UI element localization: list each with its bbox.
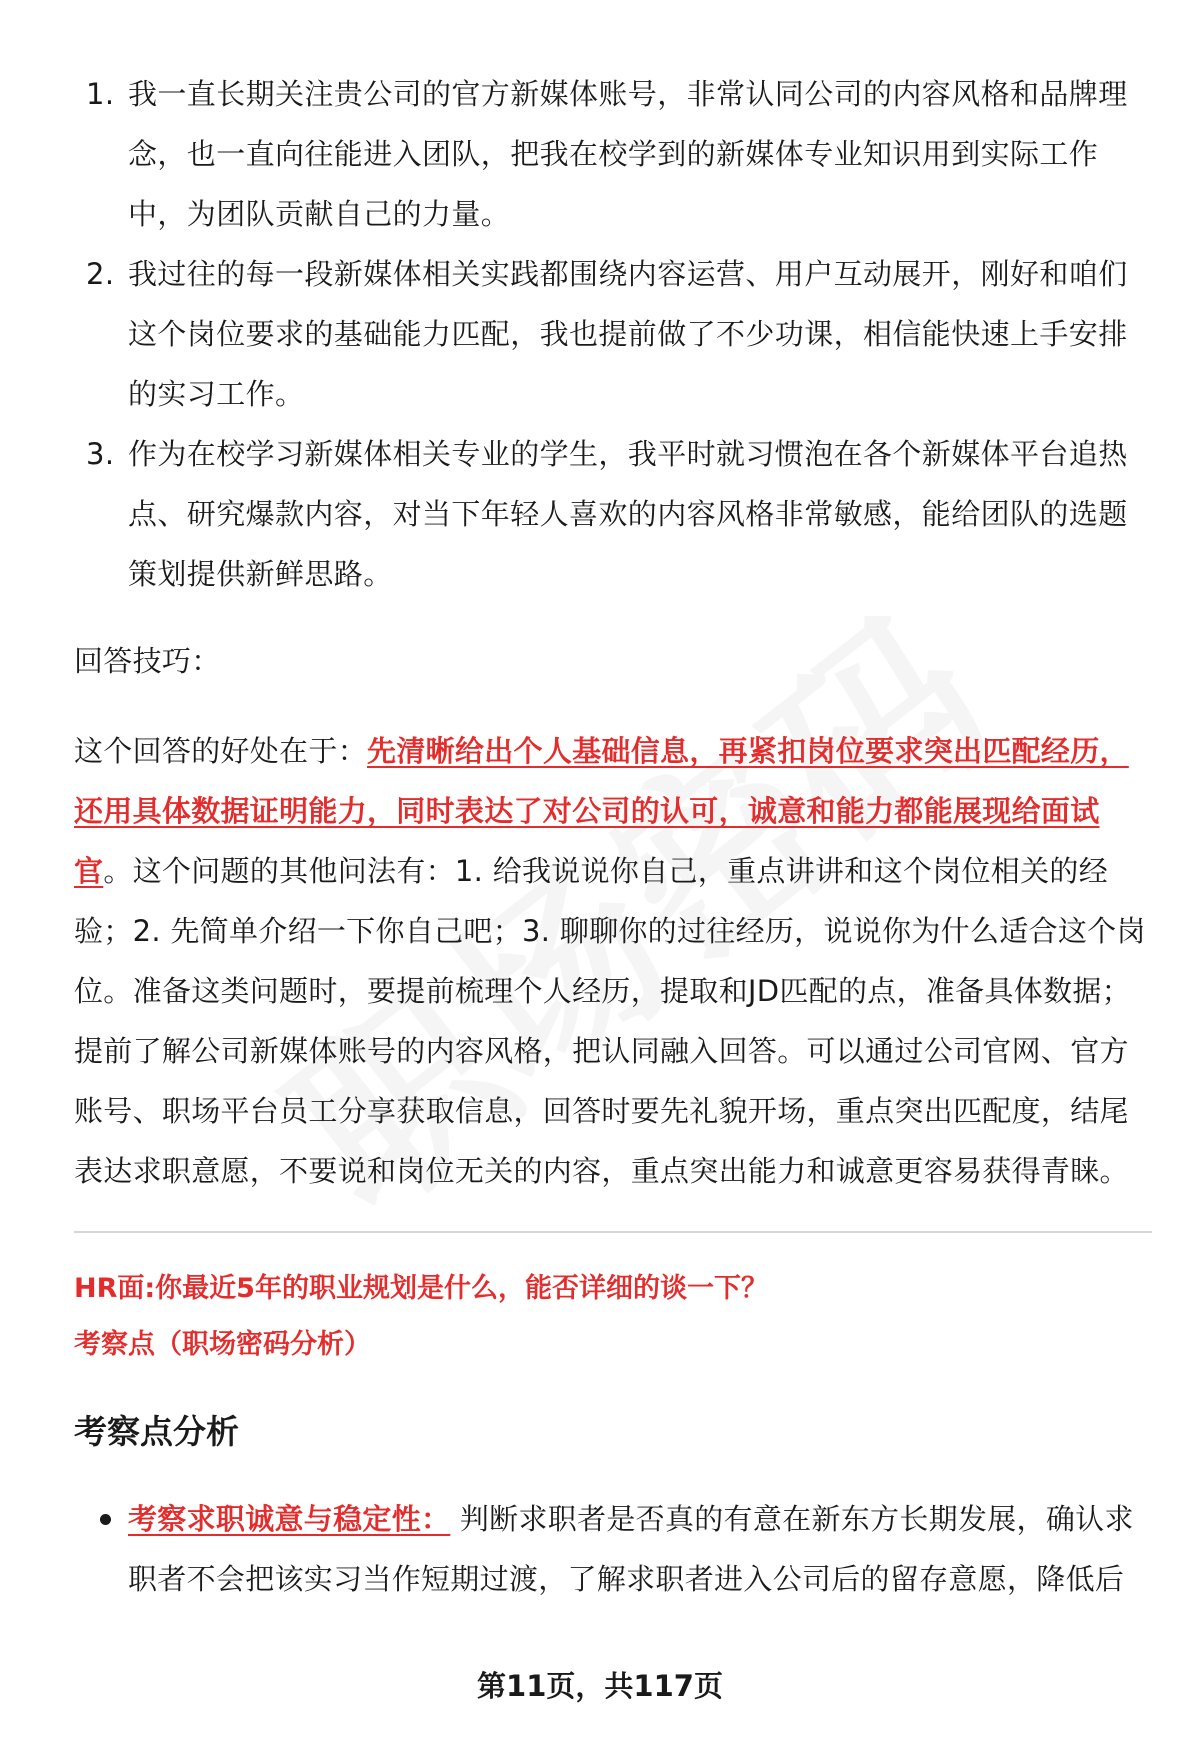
- list-item: [74, 64, 1154, 244]
- kaocha-heading: 考察点（职场密码分析）: [74, 1329, 371, 1360]
- page-footer: 第11页，共117页: [477, 1669, 723, 1703]
- bullet-text: 判断求职者是否真的有意在新东方长期发展，确认求职者不会把该实习当作短期过渡，了解求职者进入公司后的留存意愿，降低后: [128, 1502, 1134, 1596]
- page-content: [74, 64, 1154, 1609]
- bullet-dot-icon: [100, 1514, 111, 1525]
- list-number: 3.: [86, 437, 115, 471]
- bullet-label: 考察求职诚意与稳定性：: [128, 1502, 451, 1536]
- tips-highlight: 先清晰给出个人基础信息，再紧扣岗位要求突出匹配经历，还用具体数据证明能力，同时表达了对公司的认可，诚意和能力都能展现给面试官: [74, 734, 1129, 888]
- section-divider: [74, 1231, 1152, 1233]
- answer-list: [74, 64, 1154, 604]
- list-number: 2.: [86, 257, 115, 291]
- list-item: [74, 244, 1154, 424]
- list-text: 我一直长期关注贵公司的官方新媒体账号，非常认同公司的内容风格和品牌理念，也一直向往能进入团队，把我在校学到的新媒体专业知识用到实际工作中，为团队贡献自己的力量。: [128, 77, 1128, 231]
- list-text: 作为在校学习新媒体相关专业的学生，我平时就习惯泡在各个新媒体平台追热点、研究爆款内容，对当下年轻人喜欢的内容风格非常敏感，能给团队的选题策划提供新鲜思路。: [128, 437, 1128, 591]
- list-number: 1.: [86, 77, 115, 111]
- list-text: 我过往的每一段新媒体相关实践都围绕内容运营、用户互动展开，刚好和咱们这个岗位要求的基础能力匹配，我也提前做了不少功课，相信能快速上手安排的实习工作。: [128, 257, 1128, 411]
- tips-label: 回答技巧：: [74, 644, 221, 678]
- tips-rest: 。这个问题的其他问法有：1. 给我说说你自己，重点讲讲和这个岗位相关的经验；2. 先简单介绍一下你自己吧；3. 聊聊你的过往经历，说说你为什么适合这个岗位。准备这类问题时，要提前梳理个人经历，提取和JD匹配的点，准备具体数据；提前了解公司新媒体账号的内容风格，把认同融入回答。可以通过公司官网、官方账号、职场平台员工分享获取信息，回答时要先礼貌开场，重点突出匹配度，结尾表达求职意愿，不要说和岗位无关的内容，重点突出能力和诚意更容易获得青睐。: [74, 854, 1146, 1188]
- list-item: [74, 1489, 1154, 1609]
- tips-paragraph: [74, 721, 1154, 1201]
- section-title: 考察点分析: [74, 1412, 239, 1451]
- question-heading: HR面:你最近5年的职业规划是什么，能否详细的谈一下？: [74, 1273, 768, 1304]
- list-item: [74, 424, 1154, 604]
- analysis-list: [74, 1489, 1154, 1609]
- tips-lead: 这个回答的好处在于：: [74, 734, 368, 768]
